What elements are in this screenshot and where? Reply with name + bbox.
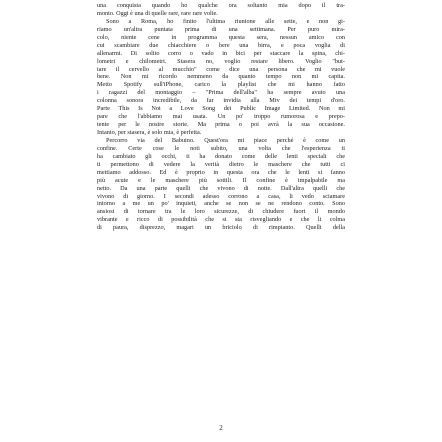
text-line: Parte This Is Not a Love Song dei Public Image Limited. Non mi xyxy=(97,105,345,113)
text-line: mettiamo addosso. Ed è proprio in questa ora che le lenti si fanno xyxy=(97,168,345,176)
page-number: 2 xyxy=(219,424,223,432)
text-line: Intanto, per stasera, è solo mia, è perfetta. xyxy=(97,129,202,136)
text-line: netto. Da una parte quelli che vivono di notte. Dall'altra quelli che xyxy=(97,184,345,192)
text-line: lometri e chilometri. Stasera no, voglio restare libero. Voglio "but- xyxy=(97,57,345,65)
text-line: più acute e le maschere più sottili. Il confine è impalpabile ma xyxy=(97,176,345,184)
text-line: intorno a me un po' inquieti, anche se non se ne rendono conto. Sono xyxy=(97,200,345,208)
text-line: di paura, disprezzo, magari un briciolo di rimpianto. Quelli della xyxy=(97,224,345,232)
text-line: i ragazzi del montaggio – "Prima dell'alba" ha sempre avuto una xyxy=(97,89,345,97)
body-text xyxy=(97,2,345,232)
text-line: Percorro via del Babuino. Quest'ora mi piace perché è come un xyxy=(106,136,345,144)
text-line: una conquista quando ho qualche ora soltanto mia dopo il tra- xyxy=(97,2,345,9)
text-line: tente per le nostre storie. Ma prima o poi avrà la sua occasione. xyxy=(97,121,345,129)
text-line: colo, niente cene in programma questa sera, nessun amico con xyxy=(97,33,345,41)
text-line: pare che l'abbiamo mai usata. Un po' troppo rumorosa e prepo- xyxy=(97,113,345,121)
text-line: ti permettono di vedere la verità dietro le maschere che tutti ci xyxy=(97,160,345,168)
text-line: bene. Non mi ricordo nemmeno da quanto tempo non mi capita. xyxy=(97,73,345,81)
text-line: ha cambiato gli occhi, ti ha donato come delle lenti speciali che xyxy=(97,152,345,160)
text-line: colonna sonora incredibile, da far invidia alla Mtv dei tempi d'oro. xyxy=(97,97,345,105)
text-line: Metto Spotify sull'iPhone, carico la playlist che mi hanno fatto xyxy=(97,81,345,89)
text-line: monto. Oggi è una di quelle rare, rare rare volte. xyxy=(97,9,218,17)
text-line: tare il cervello al mucchio" come dice una persona che mi vuole xyxy=(97,65,345,73)
text-line: riamo un'altra puntata prima di una settimana. Per puro mira- xyxy=(97,25,345,33)
text-line: allenarmi. Di solito corro o vado in bici per staccare la spina, chi- xyxy=(97,49,345,57)
text-line: vivono di giorno. I secondi adesso corrono a casa, li vedo sciamare xyxy=(97,192,345,200)
text-line: confine. Certe cose le noti subito, una volta che l'esperienza ti xyxy=(97,144,345,152)
text-line: Sono a Roma, ho finito l'ultima riunione alle sette, e non gi- xyxy=(106,17,345,25)
text-line: ansiosi di tornare tra le loro sicurezze, di chiudere fuori il mondo xyxy=(97,208,345,216)
text-line: vibrante e ricco di possibilità che si sta risvegliando e che li colma xyxy=(97,216,345,224)
text-line: cui scambiare due chiacchiere o bere una birra, e poca voglia di xyxy=(97,41,345,49)
